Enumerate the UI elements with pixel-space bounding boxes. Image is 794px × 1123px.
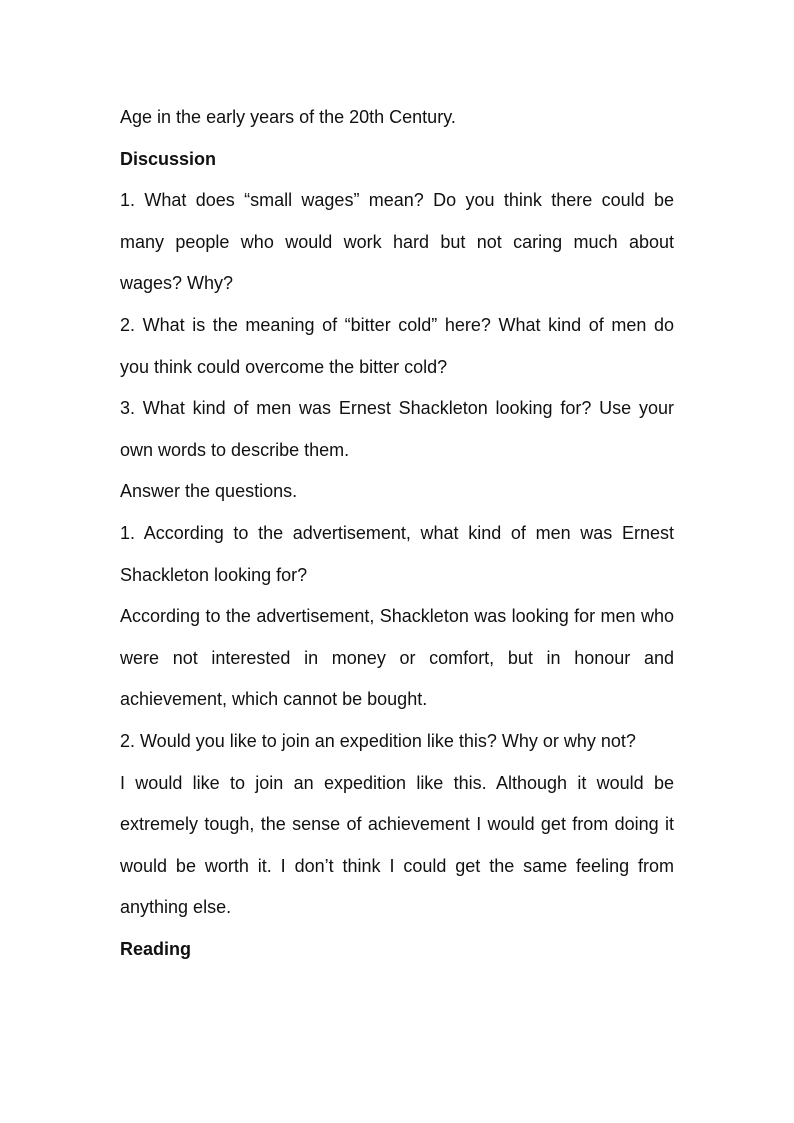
discussion-question-1: 1. What does “small wages” mean? Do you think there could be many people who would work hard but not caring much about wages? Why? [120, 190, 674, 294]
discussion-question-2: 2. What is the meaning of “bitter cold” here? What kind of men do you think could overcome the bitter cold? [120, 314, 674, 377]
answer-heading: Answer the questions. [120, 481, 298, 502]
answer-2: I would like to join an expedition like this. Although it would be extremely tough, the sense of achievement I would get from doing it would be worth it. I don’t think I could get the same feeling from anything else. [120, 772, 674, 918]
answer-question-2: 2. Would you like to join an expedition like this? Why or why not? [120, 730, 636, 751]
intro-text: Age in the early years of the 20th Century. [120, 107, 456, 127]
page-body [120, 97, 674, 970]
reading-heading: Reading [120, 938, 192, 959]
discussion-heading: Discussion [120, 148, 217, 169]
answer-1: According to the advertisement, Shackleton was looking for men who were not interested in money or comfort, but in honour and achievement, which cannot be bought. [120, 606, 674, 710]
answer-question-1: 1. According to the advertisement, what kind of men was Ernest Shackleton looking for? [120, 522, 674, 585]
discussion-question-3: 3. What kind of men was Ernest Shackleton looking for? Use your own words to describe them. [120, 398, 674, 460]
